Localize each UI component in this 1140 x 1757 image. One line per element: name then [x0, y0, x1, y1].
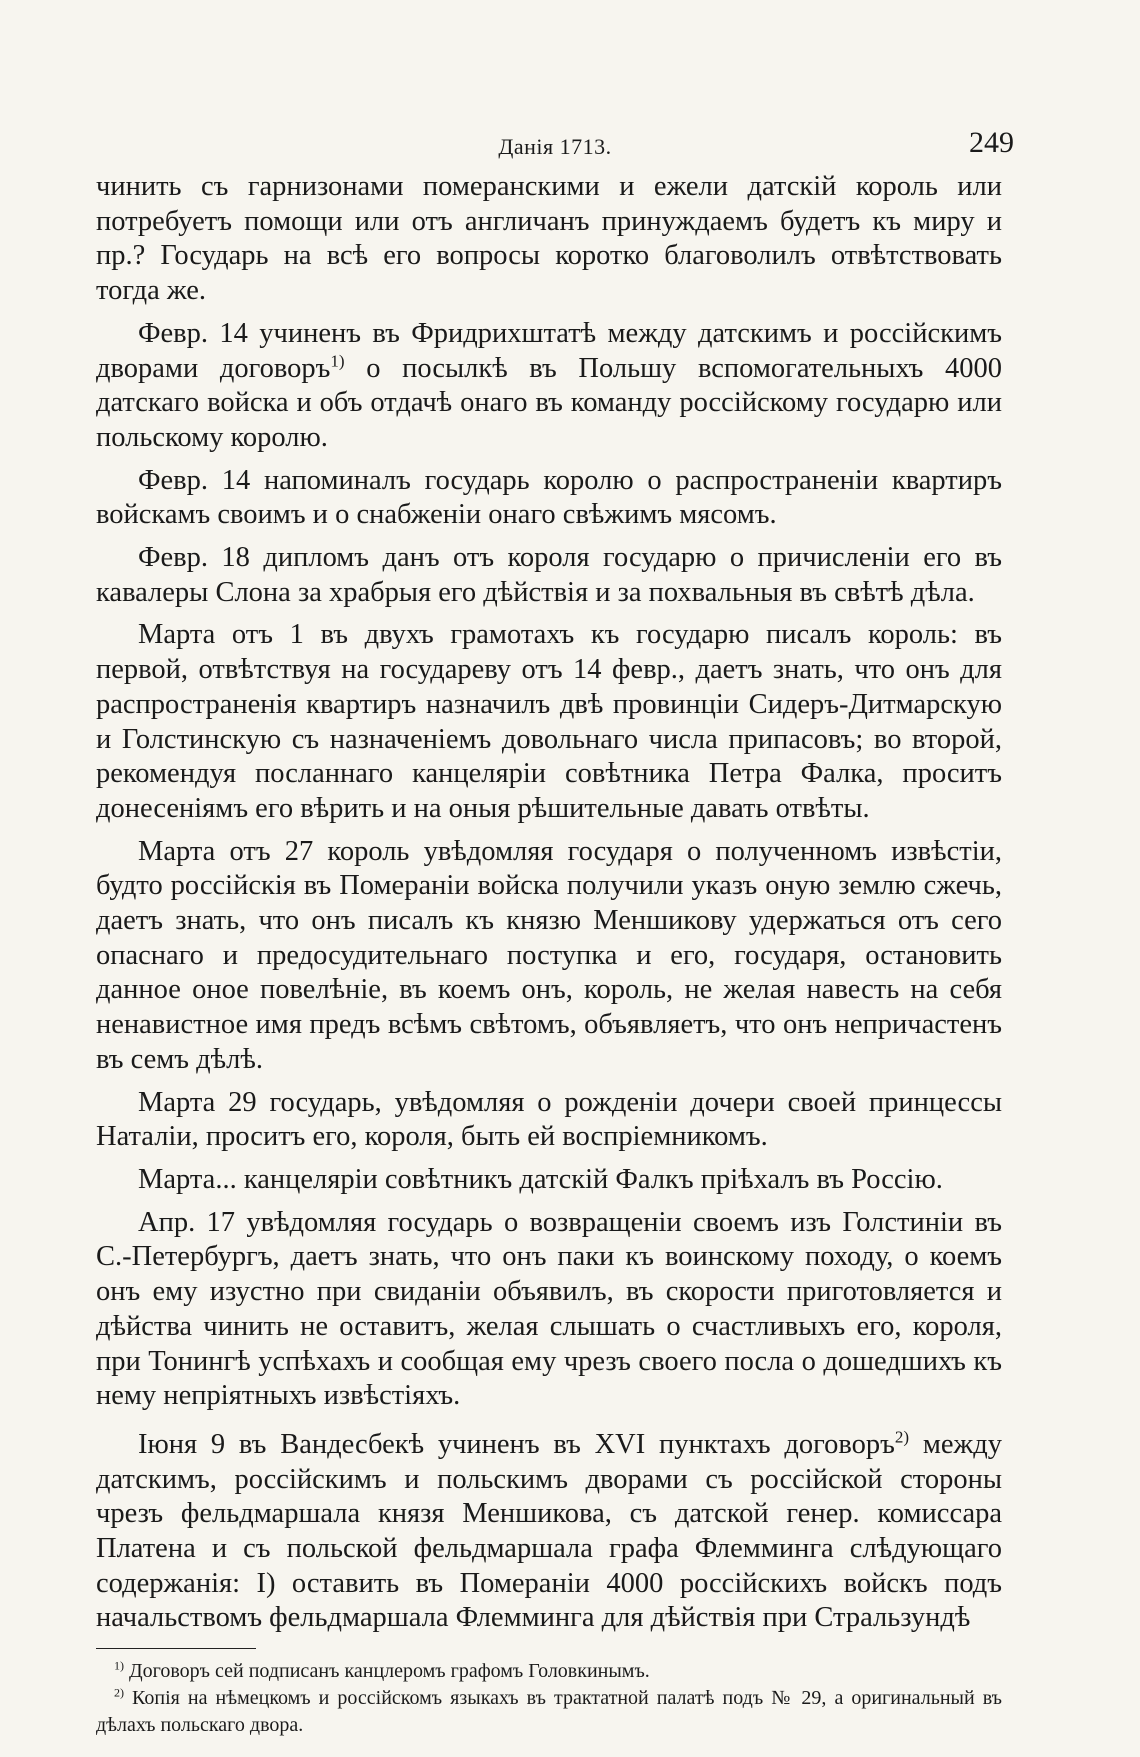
footnote — [96, 1685, 1002, 1739]
paragraph: Марта... канцеляріи совѣтникъ датскій Фалкъ пріѣхалъ въ Россію. — [138, 1163, 943, 1195]
paragraph: чинить съ гарнизонами померанскими и ежели датскій король или потребуетъ помощи или отъ англичанъ принуждаемъ будетъ къ миру и пр.? Государь на всѣ его вопросы коротко благоволилъ отвѣтствовать тогда же. — [96, 171, 1002, 307]
paragraph-text: между датскимъ, россійскимъ и польскимъ дворами съ россійской стороны чрезъ фельдмаршала князя Меншикова, съ датской генер. комиссара Платена и съ польской фельдмаршала графа Флемминга слѣдующаго содержанія: I) оставить въ Помераніи 4000 россійскихъ войскъ подъ начальствомъ фельдмаршала Флемминга для дѣйствія при Стральзундѣ — [96, 1428, 1003, 1634]
footnote-divider — [96, 1648, 256, 1649]
paragraph: Февр. 14 напоминалъ государь королю о распространеніи квартиръ войскамъ своимъ и о снабженіи онаго свѣжимъ мясомъ. — [96, 464, 1002, 531]
paragraph: Апр. 17 увѣдомляя государь о возвращеніи своемъ изъ Голстиніи въ С.-Петербургъ, даетъ знать, что онъ паки къ воинскому походу, о коемъ онъ ему изустно при свиданіи объявилъ, въ скорости приготовляется и дѣйства чинить не оставитъ, желая слышать о счастливыхъ его, короля, при Тонингѣ успѣхахъ и сообщая ему чрезъ своего посла о дошедшихъ къ нему непріятныхъ извѣстіяхъ. — [96, 1206, 1002, 1412]
footnote-mark: 2) — [114, 1685, 124, 1700]
footnote — [96, 1658, 1002, 1685]
footnote-text: Договоръ сей подписанъ канцлеромъ графомъ Головкинымъ. — [129, 1660, 650, 1682]
footnote-mark: 1) — [114, 1658, 124, 1673]
paragraph: Марта 29 государь, увѣдомляя о рожденіи дочери своей принцессы Наталіи, проситъ его, короля, быть ей воспріемникомъ. — [96, 1086, 1002, 1153]
paragraph — [96, 1428, 1002, 1636]
paragraph: Февр. 18 дипломъ данъ отъ короля государю о причисленіи его въ кавалеры Слона за храбрыя его дѣйствія и за похвальныя въ свѣтѣ дѣла. — [96, 542, 1002, 608]
paragraph: Марта отъ 1 въ двухъ грамотахъ къ государю писалъ король: въ первой, отвѣтствуя на государеву отъ 14 февр., даетъ знать, что онъ для распространенія квартиръ назначилъ двѣ провинціи Сидеръ-Дитмарскую и Голстинскую съ назначеніемъ довольнаго числа припасовъ; во второй, рекомендуя посланнаго канцеляріи совѣтника Петра Фалка, проситъ донесеніямъ его вѣрить и на оныя рѣшительные давать отвѣты. — [96, 619, 1002, 824]
page-header — [96, 126, 1014, 166]
paragraph-text: о посылкѣ въ Польшу вспомогательныхъ 4000 датскаго войска и объ отдачѣ онаго въ команду россійскому государю или польскому королю. — [96, 352, 1002, 453]
body-text — [96, 170, 1002, 1636]
footnote-text: Копія на нѣмецкомъ и россійскомъ языкахъ въ трактатной палатѣ подъ № 29, а оригинальный въ дѣлахъ польскаго двора. — [96, 1687, 1002, 1736]
page-number: 249 — [969, 126, 1014, 159]
footnote-ref: 2) — [894, 1427, 910, 1447]
running-title: Данія 1713. — [498, 134, 612, 159]
paragraph-text: Февр. 14 учиненъ въ Фридрихштатѣ между датскимъ и россійскимъ дворами договоръ — [96, 317, 1002, 384]
paragraph-text: Іюня 9 въ Вандесбекѣ учиненъ въ XVI пунктахъ договоръ — [138, 1428, 895, 1460]
footnotes — [96, 1658, 1002, 1739]
paragraph: Марта отъ 27 король увѣдомляя государя о полученномъ извѣстіи, будто россійскія въ Помераніи войска получили указъ оную землю сжечь, даетъ знать, что онъ писалъ къ князю Меншикову удержаться отъ сего опаснаго и предосудительнаго поступка и его, государя, остановить данное оное повелѣніе, въ коемъ онъ, король, не желая навесть на себя ненавистное имя предъ всѣмъ свѣтомъ, объявляетъ, что онъ непричастенъ въ семъ дѣлѣ. — [96, 835, 1002, 1075]
paragraph — [96, 317, 1002, 456]
footnote-ref: 1) — [330, 351, 345, 371]
